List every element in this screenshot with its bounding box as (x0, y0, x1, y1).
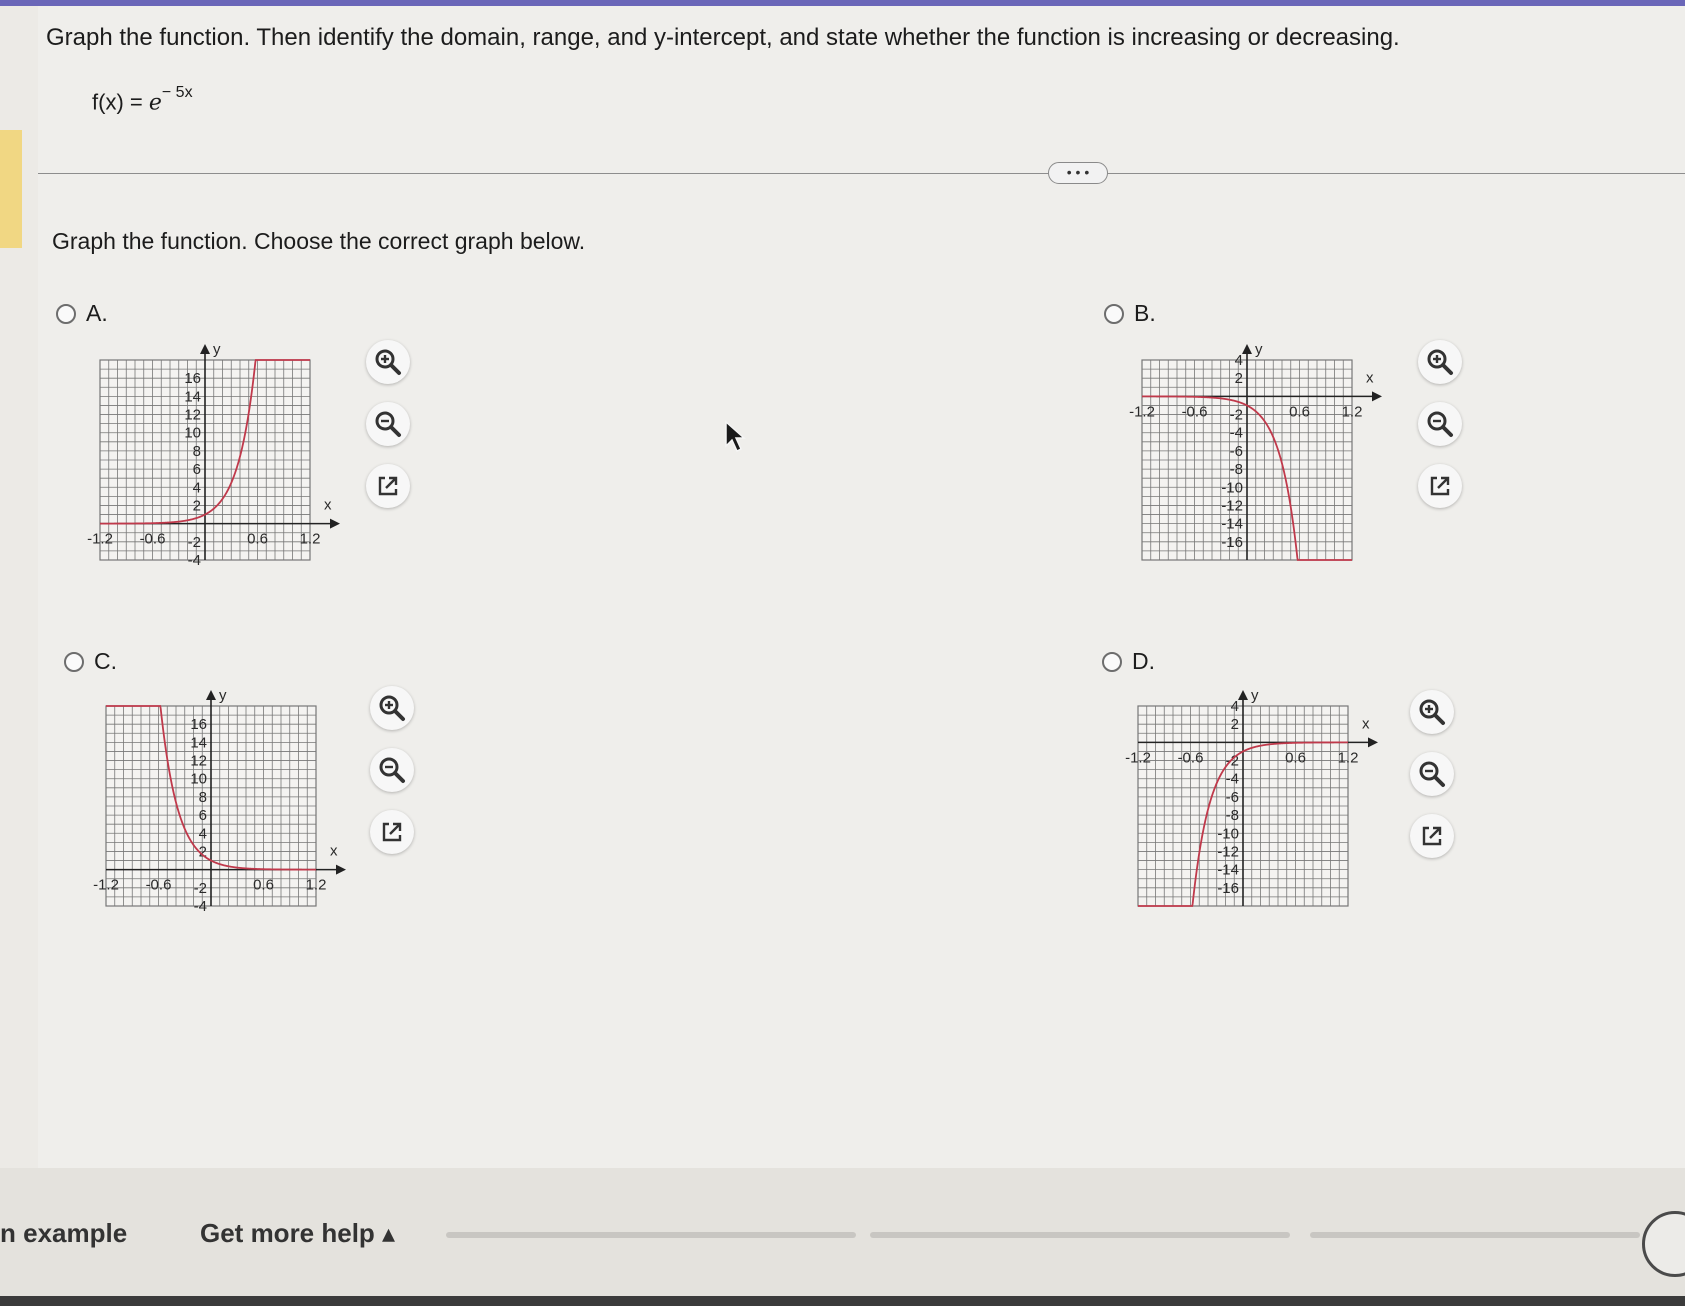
x-axis-arrow (336, 865, 346, 875)
y-tick-label: 2 (198, 843, 207, 861)
question-prompt: Graph the function. Then identify the domain, range, and y-intercept, and state whether the function is increasing or decreasing. (46, 24, 1400, 51)
x-tick-label: 0.6 (253, 876, 274, 894)
y-tick-label: -6 (1229, 442, 1243, 460)
zoom-out-icon[interactable] (370, 748, 414, 792)
x-tick-label: 1.2 (299, 530, 321, 548)
option-c[interactable] (64, 648, 117, 675)
x-axis-arrow (1368, 737, 1378, 747)
x-tick-label: 0.6 (247, 530, 268, 548)
graph-option-b[interactable] (1130, 340, 1410, 600)
bottom-placeholder-bar (870, 1232, 1290, 1238)
mouse-pointer-icon (724, 420, 748, 454)
open-new-window-icon[interactable] (1418, 464, 1462, 508)
y-tick-label: -14 (1221, 515, 1243, 533)
y-tick-label: 4 (198, 825, 207, 843)
function-base: e (148, 90, 162, 116)
open-new-window-icon[interactable] (1410, 814, 1454, 858)
y-axis-label: y (213, 341, 221, 358)
y-tick-label: -4 (193, 898, 207, 915)
y-axis-arrow (1238, 690, 1248, 700)
x-tick-label: -0.6 (1177, 749, 1204, 767)
option-d[interactable] (1102, 648, 1155, 675)
graph-option-d[interactable] (1126, 686, 1406, 946)
y-tick-label: -6 (1225, 788, 1239, 806)
option-d-label: D. (1132, 648, 1155, 674)
x-tick-label: 0.6 (1289, 403, 1310, 421)
x-tick-label: -0.6 (1181, 403, 1208, 421)
function-lhs: f(x) = (92, 89, 149, 115)
y-tick-label: 12 (190, 752, 207, 770)
bottom-placeholder-bar (1310, 1232, 1640, 1238)
option-a-label: A. (86, 300, 108, 326)
open-new-window-icon[interactable] (370, 810, 414, 854)
y-tick-label: 16 (184, 370, 201, 388)
y-axis-label: y (1255, 341, 1263, 358)
zoom-in-icon[interactable] (1410, 690, 1454, 734)
y-tick-label: -2 (1229, 406, 1243, 424)
x-axis-arrow (1372, 391, 1382, 401)
zoom-out-icon[interactable] (1410, 752, 1454, 796)
zoom-out-icon[interactable] (366, 402, 410, 446)
x-axis-label: x (324, 496, 332, 514)
radio-c[interactable] (64, 652, 84, 672)
y-tick-label: 6 (198, 807, 207, 825)
zoom-in-icon[interactable] (370, 686, 414, 730)
function-expression (92, 84, 193, 116)
view-example-link[interactable]: n example (0, 1218, 128, 1248)
option-c-label: C. (94, 648, 117, 674)
y-tick-label: 10 (184, 424, 201, 442)
zoom-out-icon[interactable] (1418, 402, 1462, 446)
function-exponent: − 5x (161, 84, 193, 101)
expand-more-button[interactable]: • • • (1048, 162, 1108, 184)
y-axis-label: y (1251, 687, 1259, 704)
y-axis-label: y (219, 687, 227, 704)
x-axis-label: x (330, 842, 338, 860)
radio-b[interactable] (1104, 304, 1124, 324)
x-tick-label: -0.6 (139, 530, 166, 548)
x-tick-label: 1.2 (1341, 403, 1363, 421)
y-tick-label: -10 (1217, 825, 1239, 843)
y-axis-arrow (206, 690, 216, 700)
section-divider (38, 173, 1685, 174)
y-tick-label: 8 (198, 788, 207, 806)
y-tick-label: -2 (1225, 752, 1239, 770)
y-axis-arrow (1242, 344, 1252, 354)
y-tick-label: 16 (190, 716, 207, 734)
graph-option-a[interactable] (88, 340, 368, 600)
get-more-help-button[interactable]: Get more help ▴ (200, 1218, 396, 1248)
y-tick-label: 8 (192, 442, 201, 460)
y-tick-label: -10 (1221, 479, 1243, 497)
y-tick-label: -14 (1217, 861, 1239, 879)
y-tick-label: -12 (1221, 497, 1243, 515)
y-tick-label: 14 (190, 734, 207, 752)
graph-option-c[interactable] (94, 686, 374, 946)
y-tick-label: 6 (192, 461, 201, 479)
x-tick-label: -1.2 (1129, 403, 1155, 421)
radio-d[interactable] (1102, 652, 1122, 672)
option-b[interactable] (1104, 300, 1156, 327)
y-tick-label: 14 (184, 388, 201, 406)
zoom-in-icon[interactable] (366, 340, 410, 384)
y-tick-label: -16 (1221, 533, 1243, 551)
x-tick-label: -1.2 (87, 530, 113, 548)
y-tick-label: -4 (1229, 424, 1243, 442)
x-tick-label: -0.6 (145, 876, 172, 894)
y-tick-label: -2 (187, 533, 201, 551)
y-tick-label: 10 (190, 770, 207, 788)
y-tick-label: 2 (1230, 716, 1239, 734)
question-marker (0, 130, 22, 248)
y-tick-label: 4 (1230, 698, 1239, 715)
x-axis-label: x (1366, 369, 1374, 387)
x-axis-label: x (1362, 715, 1370, 733)
screen-bezel (0, 1296, 1685, 1306)
y-tick-label: -12 (1217, 843, 1239, 861)
open-new-window-icon[interactable] (366, 464, 410, 508)
x-tick-label: 1.2 (305, 876, 327, 894)
bottom-placeholder-bar (446, 1232, 856, 1238)
x-tick-label: -1.2 (93, 876, 119, 894)
y-tick-label: 4 (1234, 352, 1243, 369)
y-tick-label: -8 (1229, 461, 1243, 479)
radio-a[interactable] (56, 304, 76, 324)
y-tick-label: -2 (193, 879, 207, 897)
x-tick-label: -1.2 (1125, 749, 1151, 767)
zoom-in-icon[interactable] (1418, 340, 1462, 384)
y-tick-label: 12 (184, 406, 201, 424)
y-tick-label: 2 (1234, 370, 1243, 388)
y-tick-label: -4 (187, 552, 201, 569)
y-tick-label: -4 (1225, 770, 1239, 788)
x-axis-arrow (330, 519, 340, 529)
instruction-text: Graph the function. Choose the correct graph below. (52, 228, 586, 254)
option-a[interactable] (56, 300, 108, 327)
y-axis-arrow (200, 344, 210, 354)
option-b-label: B. (1134, 300, 1156, 326)
x-tick-label: 1.2 (1337, 749, 1359, 767)
y-tick-label: 2 (192, 497, 201, 515)
x-tick-label: 0.6 (1285, 749, 1306, 767)
y-tick-label: -8 (1225, 807, 1239, 825)
y-tick-label: -16 (1217, 879, 1239, 897)
y-tick-label: 4 (192, 479, 201, 497)
